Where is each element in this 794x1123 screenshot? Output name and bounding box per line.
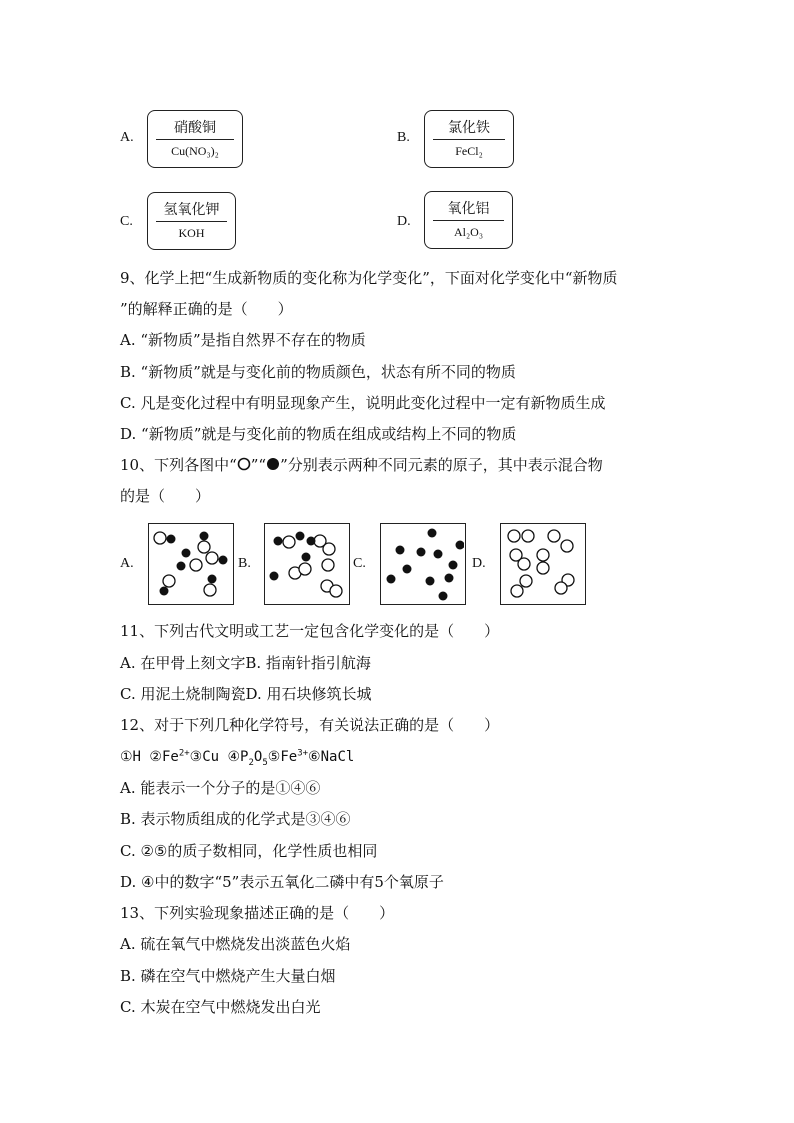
q8-option-d-letter: D. — [397, 214, 411, 229]
q12-option-b: B. 表示物质组成的化学式是③④⑥ — [120, 810, 351, 828]
q10-option-d-letter: D. — [472, 556, 486, 571]
q13-option-b: B. 磷在空气中燃烧产生大量白烟 — [120, 967, 336, 985]
molecule-diagram-c — [381, 524, 464, 603]
q10-stem-line-1 — [120, 455, 603, 475]
charge-3plus: 3+ — [297, 748, 309, 759]
q10-diagram-c — [380, 523, 466, 605]
q8-option-a-label — [147, 110, 243, 168]
subscript-5: 5 — [262, 757, 268, 768]
charge-2plus: 2+ — [178, 748, 190, 759]
reagent-name: 硝酸铜 — [174, 120, 216, 136]
q8-option-a-letter: A. — [120, 130, 134, 145]
symbol-nacl: ⑥NaCl — [308, 749, 355, 765]
q12-option-a: A. 能表示一个分子的是①④⑥ — [120, 779, 321, 797]
q10-stem-line-2: 的是（ ） — [120, 487, 211, 505]
q9-option-b: B. “新物质”就是与变化前的物质颜色，状态有所不同的物质 — [120, 363, 516, 381]
reagent-name: 氯化铁 — [448, 120, 490, 136]
q11-options-row-1: A. 在甲骨上刻文字B. 指南针指引航海 — [120, 654, 371, 672]
q12-symbols — [120, 747, 354, 767]
molecule-diagram-d — [501, 524, 584, 603]
molecule-diagram-b — [265, 524, 348, 603]
open-circle-atom-icon — [237, 457, 251, 471]
q10-option-b-letter: B. — [238, 556, 251, 571]
q11-options-row-2: C. 用泥土烧制陶瓷D. 用石块修筑长城 — [120, 685, 372, 703]
reagent-formula: KOH — [178, 226, 205, 240]
q12-option-c: C. ②⑤的质子数相同，化学性质也相同 — [120, 842, 378, 860]
symbol-fe3: ⑤Fe — [267, 749, 298, 765]
q10-stem-post: ”分别表示两种不同元素的原子，其中表示混合物 — [280, 456, 603, 474]
label-divider — [433, 220, 504, 221]
q10-stem-pre: 10、下列各图中“ — [120, 456, 237, 474]
q8-option-d-label — [424, 191, 513, 249]
symbol-cu-p: ③Cu ④P — [189, 749, 249, 765]
q10-diagram-b — [264, 523, 350, 605]
q9-option-a: A. “新物质”是指自然界不存在的物质 — [120, 331, 366, 349]
q13-option-c: C. 木炭在空气中燃烧发出白光 — [120, 998, 321, 1016]
q9-option-d: D. “新物质”就是与变化前的物质在组成或结构上不同的物质 — [120, 425, 517, 443]
q13-option-a: A. 硫在氧气中燃烧发出淡蓝色火焰 — [120, 935, 351, 953]
q10-option-a-letter: A. — [120, 556, 134, 571]
q11-stem: 11、下列古代文明或工艺一定包含化学变化的是（ ） — [120, 622, 500, 640]
reagent-name: 氢氧化钾 — [163, 202, 220, 218]
q8-option-c-label — [147, 192, 236, 250]
label-divider — [156, 139, 234, 140]
symbol-h-fe2: ①H ②Fe — [120, 749, 179, 765]
reagent-formula: Al₂O₃ — [453, 225, 484, 239]
reagent-name: 氧化铝 — [447, 201, 490, 217]
q9-stem-line-2: ”的解释正确的是（ ） — [120, 300, 293, 318]
symbol-o: O — [253, 749, 263, 765]
molecule-diagram-a — [149, 524, 232, 603]
q9-stem-line-1: 9、化学上把“生成新物质的变化称为化学变化”，下面对化学变化中“新物质 — [120, 269, 618, 287]
filled-circle-atom-icon — [266, 457, 280, 471]
q12-stem: 12、对于下列几种化学符号，有关说法正确的是（ ） — [120, 716, 500, 734]
reagent-formula: Cu(NO₃)₂ — [171, 144, 219, 158]
reagent-formula: FeCl₂ — [455, 144, 483, 158]
q10-diagram-d — [500, 523, 586, 605]
label-divider — [433, 139, 505, 140]
q10-option-c-letter: C. — [353, 556, 366, 571]
q10-stem-mid: ”“ — [250, 456, 267, 474]
q12-option-d: D. ④中的数字“5”表示五氧化二磷中有5个氧原子 — [120, 873, 444, 891]
q8-option-c-letter: C. — [120, 214, 133, 229]
q13-stem: 13、下列实验现象描述正确的是（ ） — [120, 904, 395, 922]
subscript-2: 2 — [248, 757, 254, 768]
q8-option-b-label — [424, 110, 514, 168]
label-divider — [156, 221, 227, 222]
q10-diagram-a — [148, 523, 234, 605]
q8-option-b-letter: B. — [397, 130, 410, 145]
q9-option-c: C. 凡是变化过程中有明显现象产生，说明此变化过程中一定有新物质生成 — [120, 394, 606, 412]
